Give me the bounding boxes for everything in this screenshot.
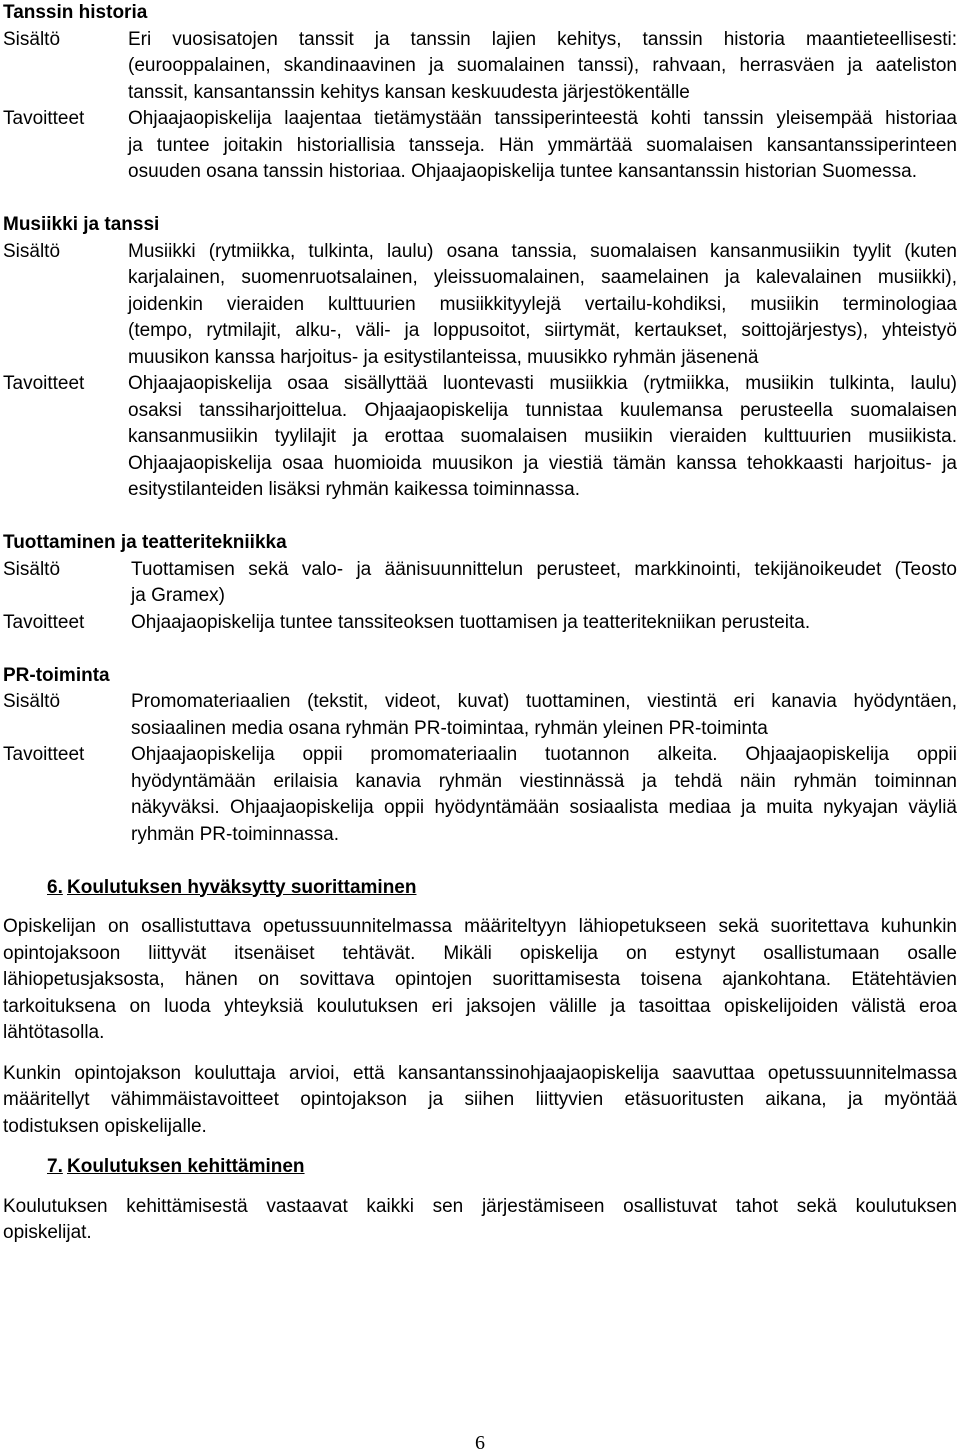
text-line: Ohjaajaopiskelija tuntee tanssiteoksen tuottamisen ja teatteritekniikan perusteita. (131, 611, 811, 633)
row-text (128, 27, 957, 107)
section-title: Tuottaminen ja teatteritekniikka (3, 532, 287, 553)
row-label: Sisältö (3, 558, 61, 580)
content-row (3, 610, 957, 637)
text-line: opiskelijat. (3, 1222, 92, 1243)
document-page (3, 0, 957, 1261)
chapter-number: 7. (47, 1156, 63, 1177)
section-musiikki-ja-tanssi (3, 212, 957, 504)
section-pr-toiminta (3, 663, 957, 849)
chapter-7 (3, 1154, 957, 1247)
content-row (3, 742, 957, 848)
text-line: näkyväksi. Ohjaajaopiskelija oppii hyödyntämään sosiaalista mediaa ja muita nykyajan väyliä (131, 797, 957, 818)
text-line: Ohjaajaopiskelija oppii promomateriaalin tuotannon alkeita. Ohjaajaopiskelija oppii (131, 744, 957, 765)
text-line: opintojaksoon liittyvät itsenäiset tehtävät. Mikäli opiskelija on estynyt osallistumaan osalle (3, 942, 957, 964)
paragraph (3, 1194, 957, 1247)
chapter-heading (3, 1154, 957, 1181)
content-row (3, 371, 957, 504)
text-line: tanssit, kansantanssin kehitys kansan keskuudesta järjestökentälle (128, 81, 690, 103)
row-label: Tavoitteet (3, 611, 85, 633)
row-label: Sisältö (3, 691, 61, 712)
text-line: osaksi tanssiharjoittelua. Ohjaajaopiskelija tunnistaa kuulemansa perusteella suomalaisen (128, 399, 957, 421)
text-line: Ohjaajaopiskelija laajentaa tietämystään tanssiperinteestä kohti tanssin yleisempää historiaa (128, 108, 957, 129)
section-title: Musiikki ja tanssi (3, 214, 160, 235)
text-line: Tuottamisen sekä valo- ja äänisuunnittelun perusteet, markkinointi, tekijänoikeudet (Teosto (131, 558, 957, 580)
row-text (131, 742, 957, 848)
row-label: Tavoitteet (3, 108, 85, 129)
text-line: (tempo, rytmilajit, alku-, väli- ja loppusoitot, siirtymät, kertaukset, soittojärjestys), yhteistyö (128, 320, 957, 341)
section-tanssin-historia (3, 0, 957, 186)
text-line: määritellyt vähimmäistavoitteet opintojakson ja siihen liittyvien etäsuoritusten aikana, ja myöntää (3, 1089, 957, 1110)
row-text (128, 106, 957, 186)
row-text (128, 239, 957, 372)
chapter-title: Koulutuksen kehittäminen (67, 1156, 305, 1177)
text-line: tarkoituksena on luoda yhteyksiä koulutuksen eri jaksojen välille ja tasoittaa opiskelijoiden välistä eroa (3, 995, 957, 1017)
chapter-6 (3, 875, 957, 1141)
text-line: ryhmän PR-toiminnassa. (131, 823, 340, 845)
text-line: esitystilanteiden lisäksi ryhmän kaikessa toiminnassa. (128, 479, 580, 500)
text-line: Kunkin opintojakson kouluttaja arvioi, että kansantanssinohjaajaopiskelija saavuttaa opetussuunnitelmassa (3, 1062, 957, 1084)
section-tuottaminen (3, 530, 957, 636)
text-line: joidenkin vieraiden kulttuurien musiikkityylejä vertailu-kohdiksi, musiikin terminologiaa (128, 293, 957, 315)
text-line: muusikon kanssa harjoitus- ja esitystilanteissa, muusikko ryhmän jäsenenä (128, 346, 759, 368)
paragraph (3, 914, 957, 1047)
page-number: 6 (475, 1432, 485, 1454)
text-line: Eri vuosisatojen tanssit ja tanssin lajien kehitys, tanssin historia maantieteellisesti: (128, 28, 957, 50)
row-label: Sisältö (3, 28, 61, 50)
content-row (3, 557, 957, 610)
text-line: (eurooppalainen, skandinaavinen ja suomalainen tanssi), rahvaan, herrasväen ja aateliston (128, 55, 957, 76)
section-title: PR-toiminta (3, 664, 110, 686)
text-line: lähiopetusjaksosta, hänen on sovittava opintojen suorittamisesta toisena ajankohtana. Etätehtävien (3, 969, 957, 990)
chapter-number: 6. (47, 876, 63, 898)
text-line: Musiikki (rytmiikka, tulkinta, laulu) osana tanssia, suomalaisen kansanmusiikin tyylit (kuten (128, 240, 957, 262)
text-line: Koulutuksen kehittämisestä vastaavat kaikki sen järjestämiseen osallistuvat tahot sekä koulutuksen (3, 1195, 957, 1217)
content-row (3, 27, 957, 107)
row-text (131, 689, 957, 742)
content-row (3, 239, 957, 372)
text-line: Promomateriaalien (tekstit, videot, kuvat) tuottaminen, viestintä eri kanavia hyödyntäen, (131, 691, 957, 712)
row-text (131, 557, 957, 610)
text-line: ja tuntee joitakin historiallisia tansseja. Hän ymmärtää suomalaisen kansantanssiperinteen (128, 134, 957, 156)
paragraph (3, 1061, 957, 1141)
text-line: Ohjaajaopiskelija osaa sisällyttää luontevasti musiikkia (rytmiikka, musiikin tulkinta, laulu) (128, 373, 957, 394)
text-line: todistuksen opiskelijalle. (3, 1115, 207, 1137)
text-line: lähtötasolla. (3, 1022, 105, 1043)
row-label: Tavoitteet (3, 744, 85, 765)
text-line: karjalainen, suomenruotsalainen, yleissuomalainen, saamelainen ja kalevalainen musiikki), (128, 267, 957, 288)
text-line: kansanmusiikin tyylilajit ja erottaa suomalaisen musiikin vieraiden kulttuurien musiikista. (128, 426, 957, 447)
chapter-heading (3, 875, 957, 902)
row-text (128, 371, 957, 504)
row-label: Tavoitteet (3, 373, 85, 394)
text-line: osuuden osana tanssin historiaa. Ohjaajaopiskelija tuntee kansantanssin historian Suomessa. (128, 161, 917, 182)
content-row (3, 106, 957, 186)
content-row (3, 689, 957, 742)
text-line: sosiaalinen media osana ryhmän PR-toimintaa, ryhmän yleinen PR-toiminta (131, 717, 768, 739)
text-line: hyödyntämään erilaisia kanavia ryhmän viestinnässä ja tehdä näin ryhmän toiminnan (131, 770, 957, 792)
row-label: Sisältö (3, 240, 61, 262)
text-line: Ohjaajaopiskelija osaa huomioida muusikon ja viestiä tämän kanssa tehokkaasti harjoitus- ja (128, 452, 957, 474)
text-line: Opiskelijan on osallistuttava opetussuunnitelmassa määriteltyyn lähiopetukseen sekä suoritettava kuhunkin (3, 916, 957, 937)
row-text (131, 610, 957, 637)
section-title: Tanssin historia (3, 2, 148, 23)
text-line: ja Gramex) (131, 585, 225, 606)
chapter-title: Koulutuksen hyväksytty suorittaminen (67, 876, 417, 898)
